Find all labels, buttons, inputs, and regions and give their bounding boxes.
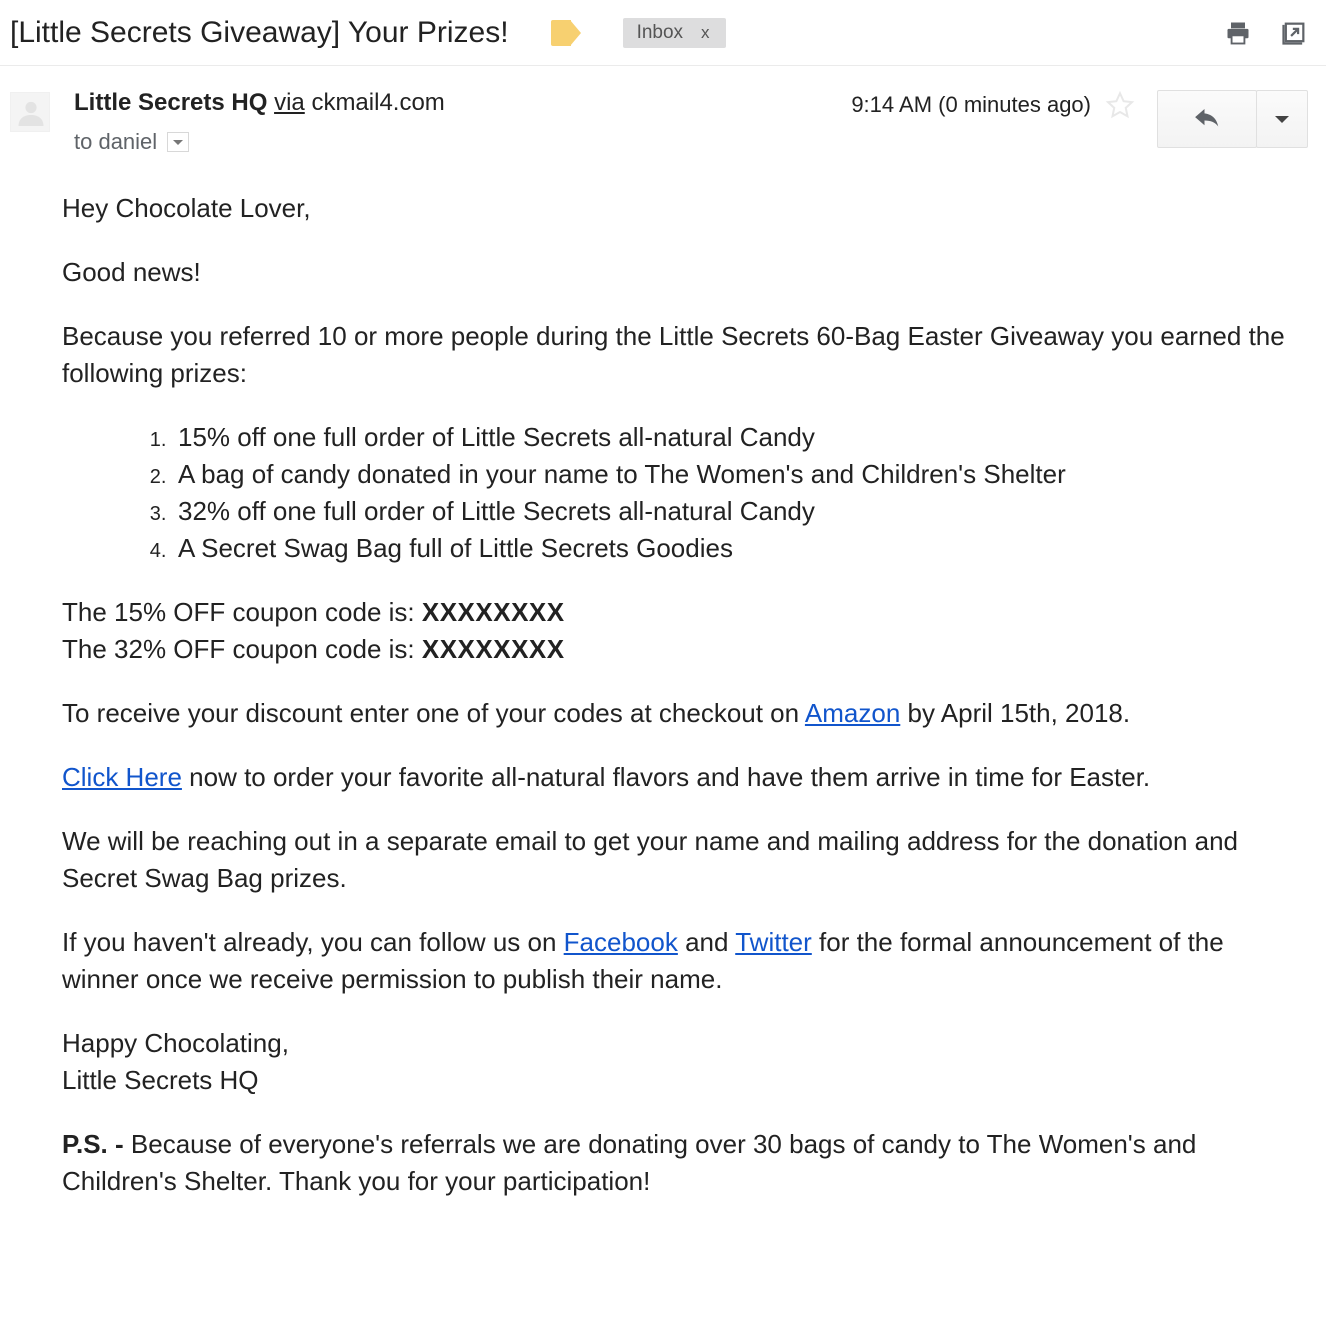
list-item: 1. 15% off one full order of Little Secrets all-natural Candy <box>172 419 1286 456</box>
sender-row <box>0 66 1326 156</box>
click-here-post-text: now to order your favorite all-natural flavors and have them arrive in time for Easter. <box>181 762 1151 792</box>
reply-button-group <box>1157 90 1308 148</box>
recipient-line <box>74 128 851 156</box>
more-options-button[interactable] <box>1256 90 1308 148</box>
timestamp: 9:14 AM (0 minutes ago) <box>851 92 1091 117</box>
checkout-pre-text: To receive your discount enter one of your codes at checkout on <box>62 698 805 728</box>
open-in-new-window-button[interactable] <box>1280 19 1308 47</box>
signoff-paragraph <box>62 1025 1286 1099</box>
default-avatar-icon <box>11 93 51 133</box>
ps-label: P.S. - <box>62 1129 131 1159</box>
chevron-down-icon[interactable] <box>167 132 189 152</box>
inbox-label-text: Inbox <box>636 21 684 43</box>
chevron-down-icon <box>1272 112 1292 126</box>
amazon-link[interactable]: Amazon <box>804 698 901 728</box>
follow-pre-text: If you haven't already, you can follow us on <box>62 927 564 957</box>
checkout-post-text: by April 15th, 2018. <box>900 698 1131 728</box>
avatar[interactable] <box>10 92 50 132</box>
sender-line <box>74 88 851 118</box>
sender-domain: ckmail4.com <box>311 89 445 116</box>
list-item: 3. 32% off one full order of Little Secrets all-natural Candy <box>172 493 1286 530</box>
separate-email-paragraph: We will be reaching out in a separate email to get your name and mailing address for the donation and Secret Swag Bag prizes. <box>62 826 1239 893</box>
sender-name[interactable]: Little Secrets HQ <box>74 89 268 116</box>
signoff-line-2: Little Secrets HQ <box>62 1065 259 1095</box>
subject-header-bar <box>0 0 1326 66</box>
sender-info <box>74 88 851 156</box>
label-tag-icon[interactable] <box>551 20 581 46</box>
reply-button[interactable] <box>1157 90 1257 148</box>
coupon-codes-block <box>62 594 1286 668</box>
page-title: [Little Secrets Giveaway] Your Prizes! <box>10 15 509 49</box>
star-button[interactable] <box>1091 90 1135 120</box>
ps-text: Because of everyone's referrals we are donating over 30 bags of candy to The Women's and Children's Shelter. Thank you for your participation! <box>62 1129 1197 1196</box>
inbox-label-chip[interactable] <box>623 18 726 48</box>
click-here-link[interactable]: Click Here <box>62 762 182 792</box>
printer-icon <box>1224 19 1252 47</box>
list-item: 4. A Secret Swag Bag full of Little Secrets Goodies <box>172 530 1286 567</box>
coupon-32-code: XXXXXXXX <box>421 634 565 664</box>
prize-list <box>62 419 1286 567</box>
open-in-new-window-icon <box>1280 19 1308 47</box>
message-meta <box>851 88 1308 148</box>
follow-mid-text: and <box>677 927 736 957</box>
header-actions <box>1224 19 1308 47</box>
list-item: 2. A bag of candy donated in your name to The Women's and Children's Shelter <box>172 456 1286 493</box>
reply-arrow-icon <box>1190 104 1224 134</box>
good-news-paragraph: Good news! <box>62 257 201 287</box>
coupon-15-label: The 15% OFF coupon code is: <box>62 597 422 627</box>
email-body <box>0 190 1326 1200</box>
coupon-32-label: The 32% OFF coupon code is: <box>62 634 422 664</box>
checkout-paragraph <box>62 695 1286 732</box>
twitter-link[interactable]: Twitter <box>735 927 812 957</box>
click-here-paragraph <box>62 759 1286 796</box>
facebook-link[interactable]: Facebook <box>563 927 678 957</box>
greeting-paragraph: Hey Chocolate Lover, <box>62 193 311 223</box>
star-outline-icon <box>1105 90 1135 120</box>
print-button[interactable] <box>1224 19 1252 47</box>
follow-post-text: for the formal announcement of the winner once we receive permission to publish their name. <box>62 927 1224 994</box>
coupon-line-15 <box>62 594 1286 631</box>
follow-us-paragraph <box>62 924 1286 998</box>
intro-paragraph: Because you referred 10 or more people during the Little Secrets 60-Bag Easter Giveaway you earned the following prizes: <box>62 321 1285 388</box>
recipient-label: to daniel <box>74 129 158 154</box>
remove-label-icon[interactable]: x <box>701 22 710 42</box>
signoff-line-1: Happy Chocolating, <box>62 1028 289 1058</box>
label-tag-body <box>551 20 571 46</box>
ps-paragraph <box>62 1126 1286 1200</box>
label-tag-point <box>570 20 581 46</box>
coupon-line-32 <box>62 631 1286 668</box>
sender-via-label: via <box>274 89 305 116</box>
coupon-15-code: XXXXXXXX <box>421 597 565 627</box>
